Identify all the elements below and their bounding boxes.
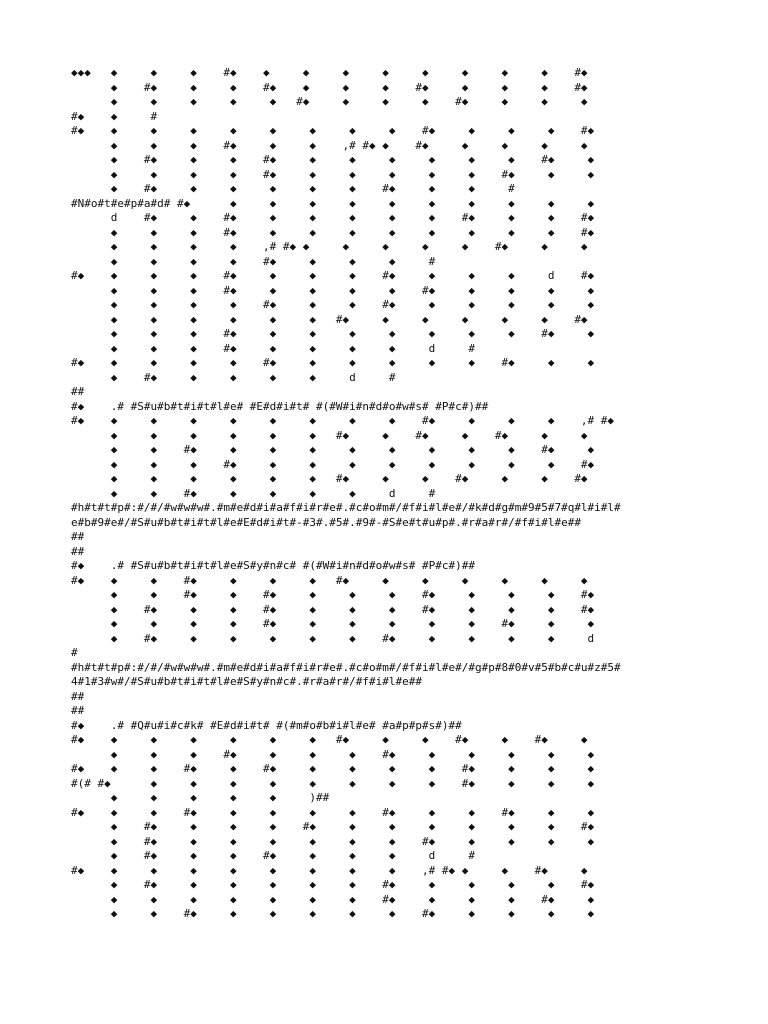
text-line: ## [71,530,85,543]
text-line: #◆ ◆ ◆ ◆ ◆ ◆ ◆ ◆ ◆ ,# #◆ ◆ ◆ #◆ ◆ [71,863,588,877]
text-line: ◆ #◆ ◆ ◆ ◆ ◆ ◆ #◆ ◆ ◆ # [71,182,515,195]
text-line: ## [71,385,85,398]
text-line: ◆ ◆ ◆ #◆ ◆ ◆ ◆ #◆ ◆ ◆ ◆ ◆ ◆ [71,747,595,761]
text-line: ## [71,544,85,558]
text-line: #◆ ◆ ◆ #◆ ◆ #◆ ◆ ◆ ◆ ◆ #◆ ◆ ◆ ◆ [71,762,595,775]
text-line: ◆ ◆ #◆ ◆ ◆ ◆ ◆ ◆ #◆ ◆ ◆ ◆ ◆ [71,907,595,920]
text-line: ◆ #◆ ◆ ◆ ◆ ◆ d # [71,370,396,384]
text-line: ◆ #◆ ◆ ◆ #◆ ◆ ◆ ◆ ◆ ◆ ◆ #◆ ◆ [71,153,595,166]
document-page [71,66,751,922]
text-line: ◆ #◆ ◆ ◆ #◆ ◆ ◆ ◆ #◆ ◆ ◆ ◆ #◆ [71,602,595,616]
text-line: ◆ #◆ ◆ ◆ ◆ ◆ ◆ #◆ ◆ ◆ ◆ ◆ d [71,631,595,645]
text-line: ◆ ◆ ◆ ◆ #◆ ◆ ◆ #◆ ◆ ◆ ◆ ◆ ◆ [71,298,595,311]
text-line: ◆ ◆ ◆ #◆ ◆ ◆ ◆ ◆ #◆ ◆ ◆ ◆ ◆ [71,283,595,297]
text-line: ◆ #◆ ◆ ◆ ◆ #◆ ◆ ◆ ◆ ◆ ◆ ◆ #◆ [71,820,595,833]
text-line: #◆ ◆ ◆ #◆ ◆ ◆ ◆ ◆ #◆ ◆ ◆ #◆ ◆ ◆ [71,805,595,819]
text-line: ◆ ◆ ◆ #◆ ◆ ◆ ◆ ◆ ◆ ◆ ◆ ◆ #◆ [71,225,595,239]
text-line: ◆ ◆ ◆ ◆ #◆ ◆ ◆ ◆ ◆ ◆ #◆ ◆ ◆ [71,167,595,181]
text-line: 4#1#3#w#/#S#u#b#t#i#t#l#e#S#y#n#c#.#r#a#r#/#f#i#l#e## [71,675,422,688]
text-line: ◆ #◆ ◆ ◆ ◆ ◆ ◆ #◆ ◆ ◆ ◆ ◆ #◆ [71,878,595,891]
text-line: ◆ ◆ ◆ ◆ ◆ ◆ #◆ ◆ #◆ ◆ #◆ ◆ ◆ [71,428,588,442]
text-line: ◆ ◆ ◆ #◆ ◆ ◆ ◆ ◆ ◆ ◆ ◆ #◆ ◆ [71,327,595,340]
text-line: ◆ ◆ ◆ #◆ ◆ ◆ ◆ ◆ ◆ ◆ ◆ ◆ #◆ [71,457,595,471]
text-line: #◆ ◆ ◆ ◆ ◆ #◆ ◆ ◆ ◆ ◆ ◆ #◆ ◆ ◆ [71,356,595,369]
text-line: ◆ ◆ ◆ ◆ ◆ #◆ ◆ ◆ ◆ #◆ ◆ ◆ ◆ [71,95,588,108]
text-line: #h#t#t#p#:#/#/#w#w#w#.#m#e#d#i#a#f#i#r#e#.#c#o#m#/#f#i#l#e#/#k#d#g#m#9#5#7#q#l#i#l# [71,501,621,514]
text-line: #◆ ◆ # [71,109,158,123]
text-line: ◆ ◆ #◆ ◆ ◆ ◆ ◆ d # [71,486,436,500]
text-line: ◆ ◆ ◆ ◆ ◆ ◆ ◆ #◆ ◆ ◆ ◆ #◆ ◆ [71,892,595,906]
text-line: ◆ ◆ ◆ ◆ ◆ ◆ #◆ ◆ ◆ ◆ ◆ ◆ #◆ [71,312,588,326]
text-line: #◆ ◆ ◆ ◆ ◆ ◆ ◆ ◆ ◆ #◆ ◆ ◆ ◆ #◆ [71,124,595,137]
text-line: ◆ ◆ ◆ ◆ ◆ )## [71,791,330,804]
text-line: ◆ ◆ ◆ ◆ #◆ ◆ ◆ ◆ # [71,254,436,268]
text-line: #◆ ◆ ◆ ◆ #◆ ◆ ◆ ◆ #◆ ◆ ◆ ◆ d #◆ [71,269,595,282]
text-line: #◆ .# #S#u#b#t#i#t#l#e#S#y#n#c# #(#W#i#n#d#o#w#s# #P#c#)## [71,559,475,572]
text-line: ◆◆◆ ◆ ◆ ◆ #◆ ◆ ◆ ◆ ◆ ◆ ◆ ◆ ◆ #◆ [71,66,588,79]
text-line: #◆ ◆ ◆ ◆ ◆ ◆ ◆ ◆ ◆ #◆ ◆ ◆ ◆ ,# #◆ [71,414,615,427]
text-line: ◆ #◆ ◆ ◆ #◆ ◆ ◆ ◆ #◆ ◆ ◆ ◆ #◆ [71,80,588,94]
text-line: #◆ ◆ ◆ #◆ ◆ ◆ ◆ #◆ ◆ ◆ ◆ ◆ ◆ ◆ [71,573,588,587]
text-line: #N#o#t#e#p#a#d# #◆ ◆ ◆ ◆ ◆ ◆ ◆ ◆ ◆ ◆ ◆ [71,196,595,210]
text-line: # [71,646,78,659]
text-line: d #◆ ◆ #◆ ◆ ◆ ◆ ◆ ◆ #◆ ◆ ◆ #◆ [71,211,595,224]
text-line: ## [71,704,85,717]
text-line: ◆ ◆ ◆ ◆ ◆ ◆ #◆ ◆ ◆ #◆ ◆ ◆ #◆ [71,472,588,485]
text-line: #◆ ◆ ◆ ◆ ◆ ◆ ◆ #◆ ◆ ◆ #◆ ◆ #◆ ◆ [71,733,588,746]
text-line: ◆ ◆ ◆ ◆ #◆ ◆ ◆ ◆ ◆ ◆ #◆ ◆ ◆ [71,617,595,630]
text-line: ◆ ◆ #◆ ◆ #◆ ◆ ◆ ◆ #◆ ◆ ◆ ◆ #◆ [71,588,595,601]
text-line: ◆ ◆ ◆ #◆ ◆ ◆ ,# #◆ ◆ #◆ ◆ ◆ ◆ ◆ [71,138,588,152]
text-line: #◆ .# #Q#u#i#c#k# #E#d#i#t# #(#m#o#b#i#l#e# #a#p#p#s#)## [71,718,462,732]
text-line: e#b#9#e#/#S#u#b#t#i#t#l#e#E#d#i#t#-#3#.#5#.#9#-#S#e#t#u#p#.#r#a#r#/#f#i#l#e## [71,515,581,529]
text-line: #h#t#t#p#:#/#/#w#w#w#.#m#e#d#i#a#f#i#r#e#.#c#o#m#/#f#i#l#e#/#g#p#8#0#v#5#b#c#u#z#5# [71,660,621,674]
text-line: ## [71,689,85,703]
text-line: ◆ #◆ ◆ ◆ #◆ ◆ ◆ ◆ d # [71,849,475,862]
text-line: ◆ ◆ ◆ ◆ ,# #◆ ◆ ◆ ◆ ◆ ◆ #◆ ◆ ◆ [71,240,588,253]
text-line: ◆ #◆ ◆ ◆ ◆ ◆ ◆ ◆ #◆ ◆ ◆ ◆ ◆ [71,834,595,848]
text-line: ◆ ◆ #◆ ◆ ◆ ◆ ◆ ◆ ◆ ◆ ◆ #◆ ◆ [71,443,595,456]
text-line: #◆ .# #S#u#b#t#i#t#l#e# #E#d#i#t# #(#W#i#n#d#o#w#s# #P#c#)## [71,399,489,413]
text-line: ◆ ◆ ◆ #◆ ◆ ◆ ◆ ◆ d # [71,341,475,355]
text-line: #(# #◆ ◆ ◆ ◆ ◆ ◆ ◆ ◆ ◆ #◆ ◆ ◆ ◆ [71,776,595,790]
